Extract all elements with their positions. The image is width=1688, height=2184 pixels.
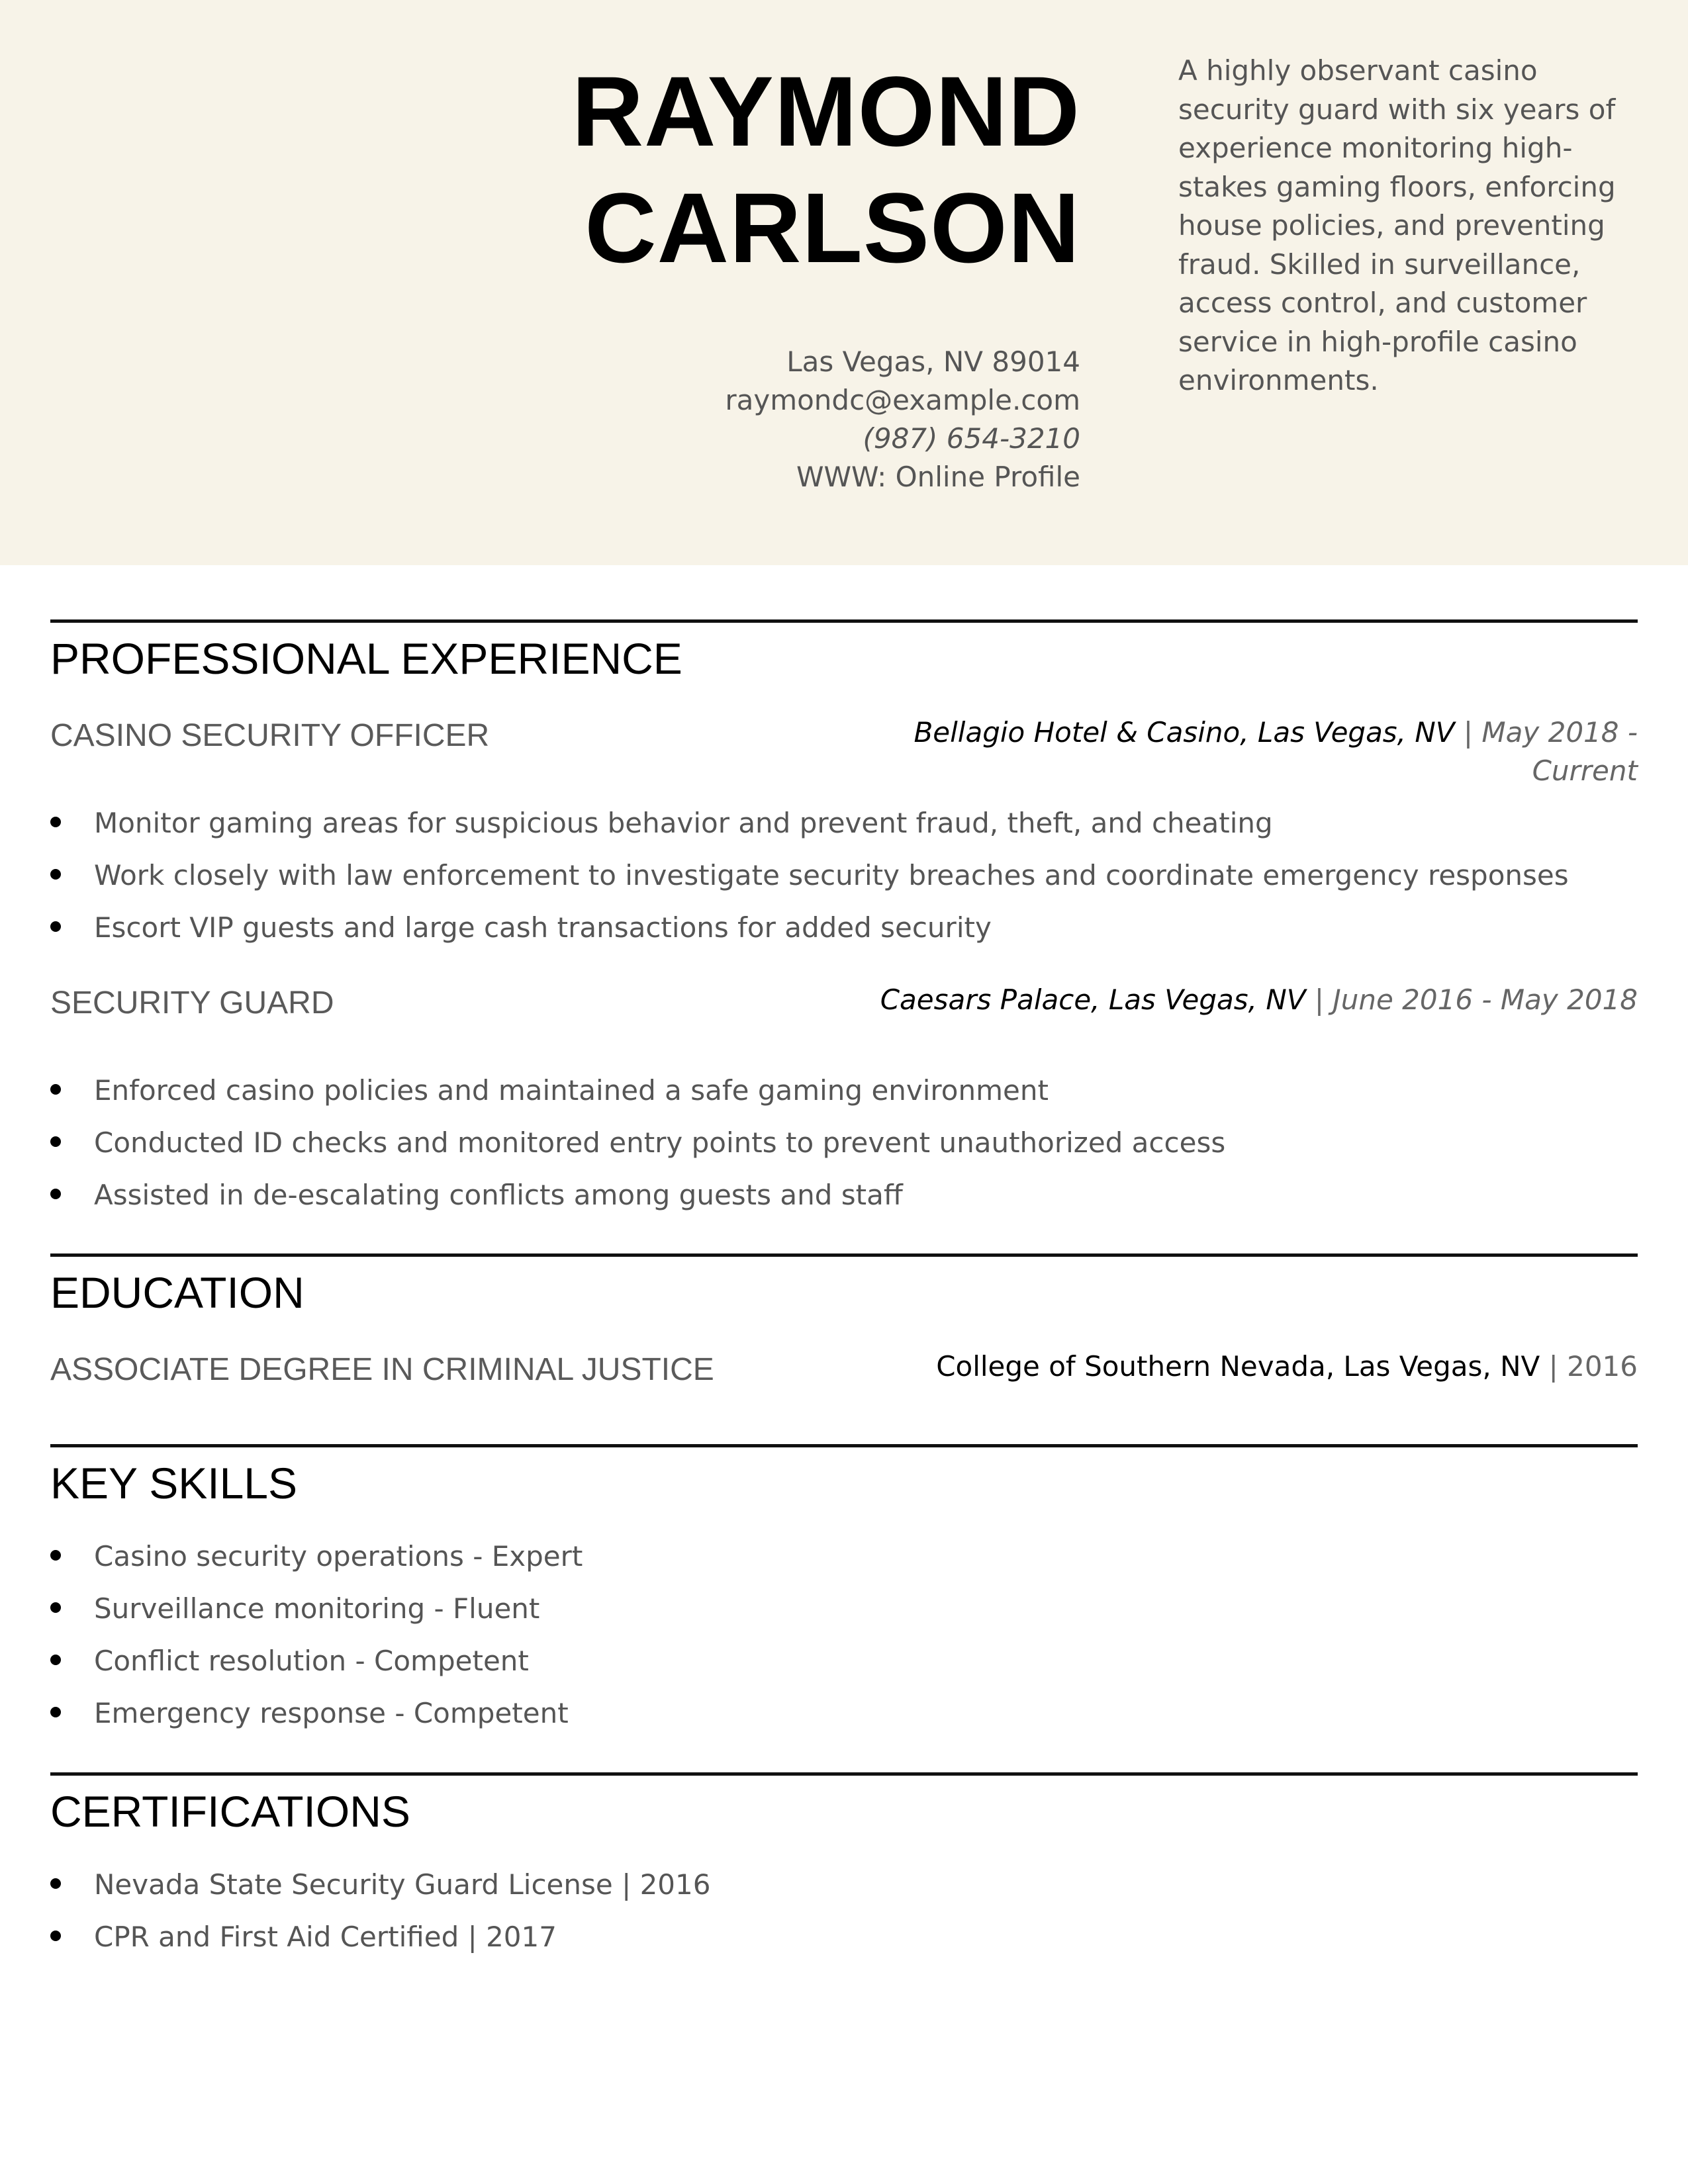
section-divider: [50, 1444, 1638, 1447]
bullet-icon: [50, 1550, 61, 1561]
education-heading: EDUCATION: [50, 1268, 305, 1317]
bullet-icon: [50, 1931, 61, 1941]
first-name: RAYMOND: [571, 56, 1080, 167]
meta-separator: |: [1548, 1350, 1558, 1383]
bullet-text: Assisted in de-escalating conflicts among guests and staff: [94, 1179, 903, 1211]
bullet-text: Monitor gaming areas for suspicious behavior and prevent fraud, theft, and cheating: [94, 807, 1273, 839]
bullet-text: Escort VIP guests and large cash transactions for added security: [94, 911, 992, 944]
bullet-icon: [50, 1189, 61, 1199]
list-item: [50, 1116, 1225, 1169]
bullet-icon: [50, 869, 61, 880]
certifications-list: [50, 1858, 710, 1963]
bullet-icon: [50, 1655, 61, 1665]
job-bullets: [50, 1064, 1225, 1221]
job-bullets: [50, 797, 1569, 954]
list-item: [50, 1635, 583, 1687]
contact-email[interactable]: raymondc@example.com: [725, 384, 1080, 416]
section-divider: [50, 1772, 1638, 1776]
bullet-text: Conducted ID checks and monitored entry points to prevent unauthorized access: [94, 1126, 1226, 1159]
list-item: [50, 1858, 710, 1911]
bullet-icon: [50, 1084, 61, 1095]
skills-section: [50, 1444, 1638, 1735]
bullet-icon: [50, 817, 61, 827]
job-employer: Caesars Palace, Las Vegas, NV: [880, 983, 1306, 1016]
certifications-heading: CERTIFICATIONS: [50, 1787, 410, 1836]
list-item: [50, 1064, 1225, 1116]
certification-text: Nevada State Security Guard License | 2016: [94, 1868, 711, 1901]
section-divider: [50, 619, 1638, 623]
resume-header: [0, 0, 1688, 565]
contact-website[interactable]: WWW: Online Profile: [796, 461, 1080, 493]
meta-separator: |: [1314, 983, 1324, 1016]
job-title: SECURITY GUARD: [50, 985, 334, 1021]
education-section: [50, 1253, 1638, 1386]
list-item: [50, 1169, 1225, 1221]
experience-heading: PROFESSIONAL EXPERIENCE: [50, 634, 682, 683]
job-meta: [843, 713, 1638, 790]
skills-list: [50, 1530, 583, 1739]
list-item: [50, 901, 1569, 954]
bullet-icon: [50, 1602, 61, 1613]
section-divider: [50, 1253, 1638, 1257]
school-name: College of Southern Nevada, Las Vegas, NV: [936, 1350, 1540, 1383]
professional-summary: A highly observant casino security guard with six years of experience monitoring high-stakes gaming floors, enforcing house policies, and preventing fraud. Skilled in surveillance, access control, and customer service in high-profile casino environments.: [1178, 54, 1616, 396]
job-meta: [843, 981, 1638, 1019]
degree-title: ASSOCIATE DEGREE IN CRIMINAL JUSTICE: [50, 1352, 714, 1387]
list-item: [50, 1582, 583, 1635]
skill-text: Casino security operations - Expert: [94, 1540, 583, 1572]
experience-section: [50, 619, 1638, 1215]
contact-phone[interactable]: (987) 654-3210: [863, 422, 1080, 455]
skill-text: Emergency response - Competent: [94, 1697, 569, 1729]
certification-text: CPR and First Aid Certified | 2017: [94, 1921, 557, 1953]
bullet-icon: [50, 1707, 61, 1717]
bullet-icon: [50, 1878, 61, 1889]
bullet-text: Enforced casino policies and maintained a safe gaming environment: [94, 1074, 1049, 1107]
skill-text: Surveillance monitoring - Fluent: [94, 1592, 540, 1625]
list-item: [50, 1530, 583, 1582]
list-item: [50, 849, 1569, 901]
job-employer: Bellagio Hotel & Casino, Las Vegas, NV: [914, 716, 1455, 749]
list-item: [50, 1687, 583, 1739]
meta-separator: |: [1463, 716, 1474, 749]
graduation-year: 2016: [1567, 1350, 1638, 1383]
list-item: [50, 797, 1569, 849]
skill-text: Conflict resolution - Competent: [94, 1645, 529, 1677]
bullet-icon: [50, 1136, 61, 1147]
certifications-section: [50, 1772, 1638, 1971]
contact-info: [418, 343, 1080, 496]
last-name: CARLSON: [585, 172, 1080, 283]
bullet-text: Work closely with law enforcement to investigate security breaches and coordinate emergency responses: [94, 859, 1569, 891]
job-dates: June 2016 - May 2018: [1333, 983, 1638, 1016]
candidate-name: [352, 53, 1080, 286]
education-meta: [711, 1347, 1638, 1386]
job-dates: May 2018 - Current: [1481, 716, 1638, 787]
bullet-icon: [50, 921, 61, 932]
skills-heading: KEY SKILLS: [50, 1459, 298, 1508]
list-item: [50, 1911, 710, 1963]
job-title: CASINO SECURITY OFFICER: [50, 718, 490, 753]
contact-location: Las Vegas, NV 89014: [786, 345, 1080, 378]
